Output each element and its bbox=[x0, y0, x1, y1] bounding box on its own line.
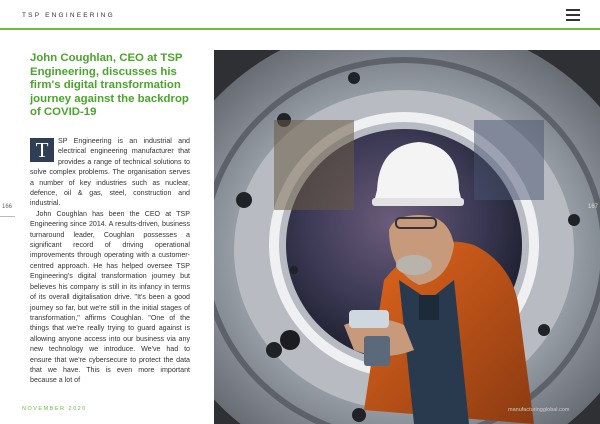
drop-cap: T bbox=[30, 138, 54, 162]
paragraph-ceo: John Coughlan has been the CEO at TSP Engineering since 2014. A results-driven, business turnaround leader, Coughlan possesses a significant record of driving operational improvements through operating with a customer-centred approach. He has helped oversee TSP Engineering's digital transformation journey but believes his company is still in its infancy in terms of its overall digitalisation drive. "It's been a good journey so far, but we're still in the initial stages of transformation," affirms Coughlan. "One of the things that we're really trying to guard against is allowing anyone access into our business via any new technology we introduce. We've had to ensure that we're cybersecure to protect the data that we have. This is even more important because a lot of bbox=[30, 209, 190, 385]
brand-title: TSP ENGINEERING bbox=[22, 12, 115, 19]
page-number-left: 166 bbox=[2, 204, 13, 210]
page-number-rule bbox=[0, 216, 15, 217]
top-bar bbox=[0, 0, 600, 30]
issue-date: NOVEMBER 2020 bbox=[22, 406, 87, 412]
paragraph-intro: SP Engineering is an industrial and electrical engineering manufacturer that provides a range of technical solutions to solve complex problems. The organisation serves a number of key industries such as nuclear, defence, oil & gas, steel, construction and industrial. bbox=[30, 137, 190, 208]
article-headline: John Coughlan, CEO at TSP Engineering, discusses his firm's digital transformation journey against the backdrop of COVID-19 bbox=[30, 52, 189, 118]
headline-block bbox=[30, 52, 196, 120]
worker-in-turbine-image bbox=[214, 50, 600, 424]
feature-photo bbox=[214, 50, 600, 424]
hamburger-menu-icon[interactable] bbox=[566, 9, 580, 21]
page-number-right: 167 bbox=[588, 204, 599, 210]
article-body bbox=[30, 136, 190, 386]
website-link[interactable]: manufacturingglobal.com bbox=[508, 407, 570, 413]
